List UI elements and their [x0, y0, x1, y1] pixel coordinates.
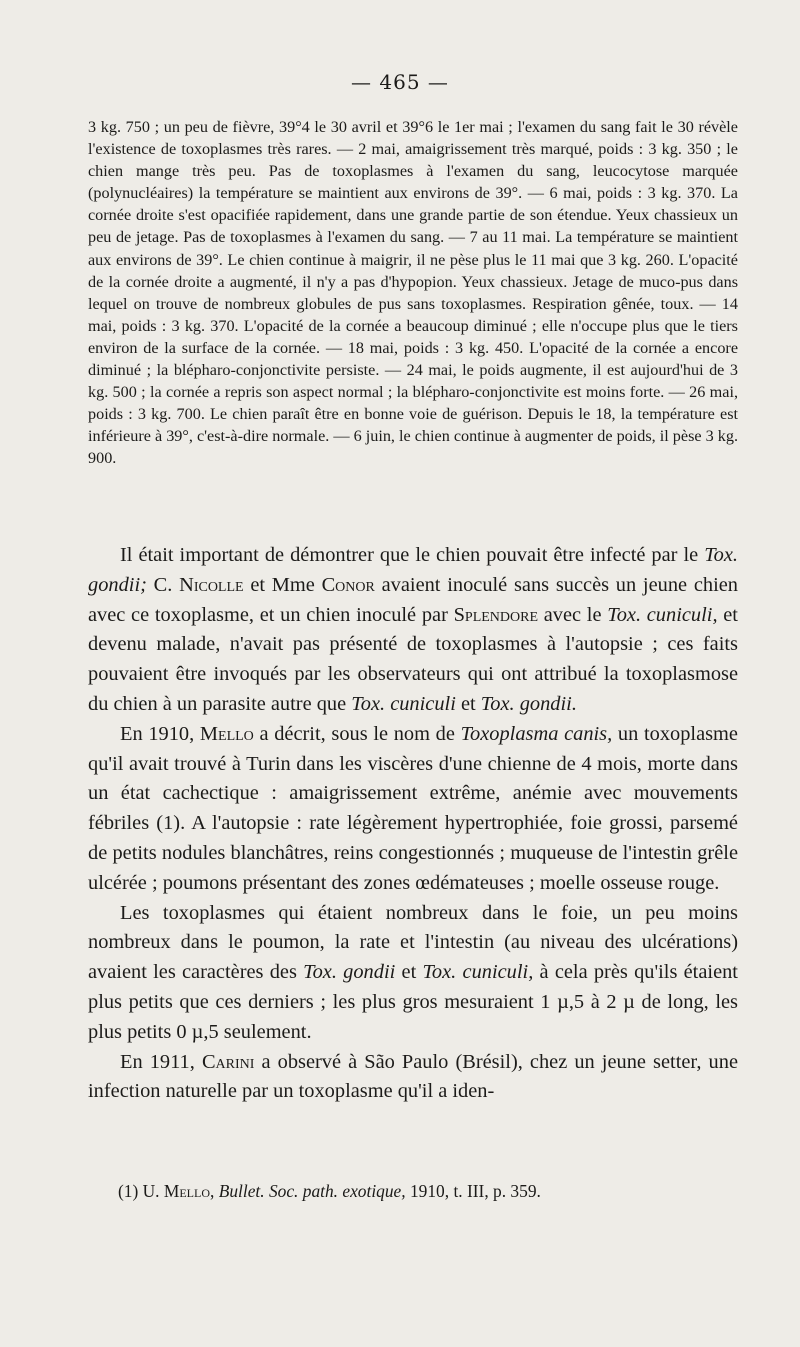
- italic-species: Tox. gondii: [303, 961, 396, 984]
- text-run: ,: [210, 1181, 219, 1201]
- text-run: et devenu malade, n'avait pas présenté de toxoplasmes à l'autopsie ; ces faits pouvaient être invoqués par les observateurs qui ont attribué la toxoplasmose du chien à un parasite autre que: [88, 603, 738, 715]
- footnote-text: [118, 1180, 738, 1202]
- text-run: (1) U.: [118, 1181, 164, 1201]
- italic-species: Tox. cuniculi: [351, 692, 456, 715]
- author-name: Mello: [199, 722, 254, 745]
- text-run: En 1911,: [120, 1050, 202, 1073]
- text-run: avaient inoculé sans succès un jeune chien avec ce toxoplasme, et un chien inoculé par: [88, 573, 738, 626]
- text-run: Il était important de démontrer que le chien pouvait être infecté par le: [120, 544, 705, 566]
- italic-species: Tox. gondii.: [480, 692, 577, 715]
- paragraph-4: [88, 1048, 738, 1108]
- italic-species: Tox. cuniculi,: [422, 961, 534, 984]
- text-run: à cela près qu'ils étaient plus petits que ces derniers ; les plus gros mesuraient 1 µ,5 à 2 µ de long, les plus petits 0 µ,5 seulement.: [88, 961, 738, 1043]
- footnote: [118, 1180, 738, 1202]
- italic-species: Tox. cuniculi,: [607, 603, 718, 626]
- text-run: 1910, t. III, p. 359.: [405, 1181, 541, 1201]
- text-run: avec le: [538, 603, 608, 626]
- author-name: Nicolle: [179, 573, 244, 596]
- text-run: a décrit, sous le nom de: [253, 722, 461, 745]
- text-run: Les toxoplasmes qui étaient nombreux dans le foie, un peu moins nombreux dans le poumon, la rate et l'intestin (au niveau des ulcérations) avaient les caractères des: [88, 901, 738, 984]
- paragraph-2: [88, 720, 738, 899]
- case-notes-block: [88, 116, 738, 470]
- text-run: et: [395, 961, 423, 984]
- italic-species: Toxoplasma canis,: [460, 722, 613, 745]
- case-notes-paragraph: 3 kg. 750 ; un peu de fièvre, 39°4 le 30 avril et 39°6 le 1er mai ; l'examen du sang fait le 30 révèle l'existence de toxoplasmes très rares. — 2 mai, amaigrissement très marqué, poids : 3 kg. 350 ; le chien mange très peu. Pas de toxoplasmes à l'examen du sang, leucocytose marquée (polynucléaires) la température se maintient aux environs de 39°. — 6 mai, poids : 3 kg. 370. La cornée droite s'est opacifiée rapidement, dans une grande partie de son étendue. Yeux chassieux un peu de jetage. Pas de toxoplasmes à l'examen du sang. — 7 au 11 mai. La température se maintient aux environs de 39°. Le chien continue à maigrir, il ne pèse plus le 11 mai que 3 kg. 260. L'opacité de la cornée droite a augmenté, il n'y a pas d'hypopion. Yeux chassieux. Jetage de muco-pus dans lequel on trouve de nombreux globules de pus sans toxoplasmes. Respiration gênée, toux. — 14 mai, poids : 3 kg. 370. L'opacité de la cornée a beaucoup diminué ; elle n'occupe plus que le tiers environ de la surface de la cornée. — 18 mai, poids : 3 kg. 450. L'opacité de la cornée a encore diminué ; la blépharo-conjonctivite persiste. — 24 mai, le poids augmente, il est aujourd'hui de 3 kg. 500 ; la cornée a repris son aspect normal ; la blépharo-conjonctivite est moins forte. — 26 mai, poids : 3 kg. 700. Le chien paraît être en bonne voie de guérison. Depuis le 18, la température est inférieure à 39°, c'est-à-dire normale. — 6 juin, le chien continue à augmenter de poids, il pèse 3 kg. 900.: [88, 118, 738, 468]
- text-run: et Mme: [243, 573, 322, 596]
- text-run: un toxoplasme qu'il avait trouvé à Turin dans les viscères d'une chienne de 4 mois, morte dans un état cachectique : amaigrissement extrême, anémie avec mouvements fébriles (1). A l'autopsie : rate légèrement hypertrophiée, foie grossi, parsemé de petits nodules blanchâtres, reins congestionnés ; muqueuse de l'intestin grêle ulcérée ; poumons présentant des zones œdémateuses ; moelle osseuse rouge.: [88, 722, 738, 894]
- paragraph-3: [88, 899, 738, 1048]
- italic-species: Tox. gondii;: [88, 544, 738, 596]
- journal-title: Bullet. Soc. path. exotique,: [218, 1181, 406, 1201]
- main-text: [88, 541, 738, 1107]
- page-number: — 465 —: [351, 70, 449, 94]
- author-name: Conor: [321, 573, 375, 596]
- author-name: Mello: [163, 1181, 211, 1201]
- paragraph-1: [88, 541, 738, 720]
- text-run: a observé à São Paulo (Brésil), chez un jeune setter, une infection naturelle par un toxoplasme qu'il a iden-: [88, 1050, 738, 1103]
- text-run: C.: [146, 573, 180, 596]
- author-name: Carini: [201, 1050, 255, 1073]
- text-run: En 1910,: [120, 722, 200, 745]
- author-name: Splendore: [453, 603, 539, 626]
- text-run: et: [455, 692, 481, 715]
